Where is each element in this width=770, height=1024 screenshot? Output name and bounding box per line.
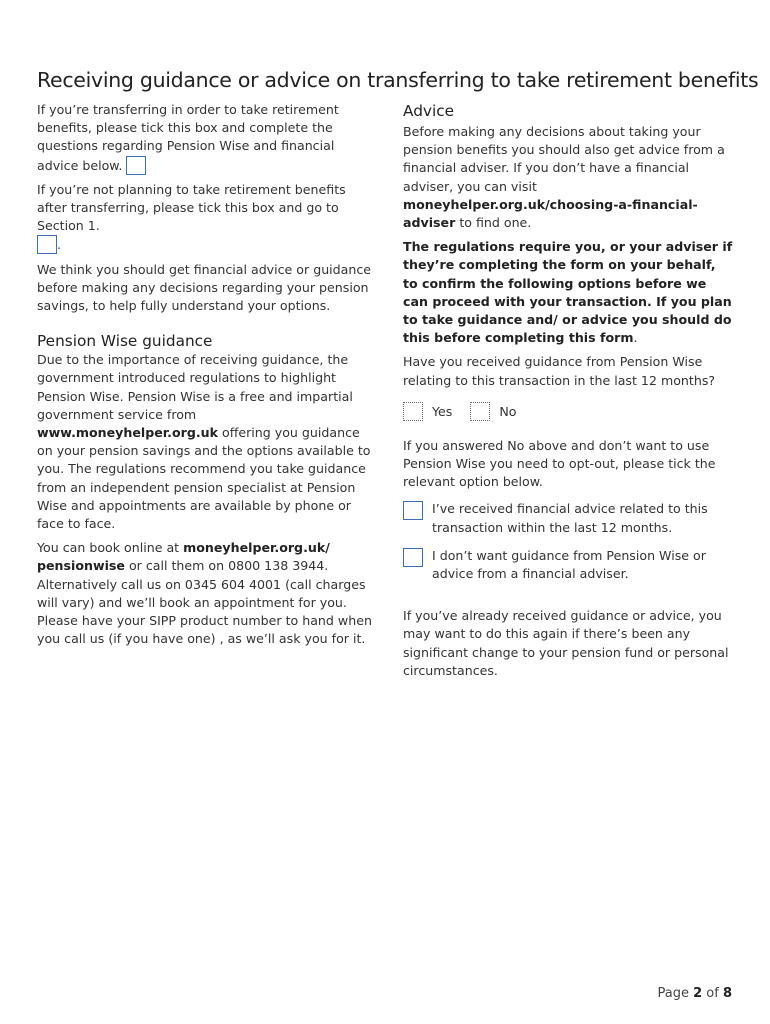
right-column [403,101,733,680]
not-retiring-paragraph [37,181,373,255]
not-retiring-dot: . [57,237,62,253]
pension-wise-heading: Pension Wise guidance [37,332,213,351]
left-column [37,101,373,648]
choosing-adviser-link[interactable]: moneyhelper.org.uk/choosing-a-financial-adviser [403,196,698,231]
option-no-guidance [403,547,733,583]
financial-advice-label: I’ve received financial advice related to this transaction within the last 12 months. [432,501,708,535]
advice-recommendation-paragraph: We think you should get financial advice or guidance before making any decisions regarding your pension savings, to help fully understand your options. [37,261,372,314]
no-guidance-checkbox[interactable] [403,548,423,567]
page-number [657,986,732,1001]
advice-text-a: Before making any decisions about taking your pension benefits you should also get advice from a financial adviser. If you don’t have a financial adviser, you can visit [403,124,725,194]
taking-benefits-checkbox[interactable] [126,156,146,175]
page-current: 2 [693,986,703,1001]
regulations-text: The regulations require you, or your adviser if they’re completing the form on your behalf, to confirm the following options before we can proceed with your transaction. If you plan to take guidance and/ or advice you should do this before completing this form [403,239,733,346]
booking-text-a: You can book online at [37,540,180,556]
retirement-text: If you’re transferring in order to take retirement benefits, please tick this box and complete the questions regarding Pension Wise and financial advice below. [37,102,339,173]
booking-text-b: or call them on 0800 138 3944. Alternatively call us on 0345 604 4001 (call charges will vary) and we’ll book an appointment for you. Please have your SIPP product number to hand when you call us (if you have one) , as we’ll ask you for it. [37,558,372,647]
pension-wise-paragraph [37,351,373,533]
no-checkbox[interactable] [470,402,490,421]
closing-paragraph: If you’ve already received guidance or advice, you may want to do this again if there’s been any significant change to your pension fund or personal circumstances. [403,608,729,678]
not-retiring-text: If you’re not planning to take retirement benefits after transferring, please tick this box and go to Section 1. [37,181,346,234]
option-financial-advice [403,500,733,536]
page-title: Receiving guidance or advice on transferring to take retirement benefits [37,68,759,92]
no-label: No [499,403,517,419]
opt-out-paragraph: If you answered No above and don’t want to use Pension Wise you need to opt-out, please tick the relevant option below. [403,437,716,490]
advice-paragraph [403,123,733,232]
retirement-paragraph [37,101,373,175]
advice-heading: Advice [403,102,455,120]
pension-wise-text-b: offering you guidance on your pension savings and the options available to you. The regulations recommend you take guidance from an independent pension specialist at Pension Wise and appointments are available by phone or face to face. [37,425,371,532]
advice-text-b: to find one. [459,215,532,231]
no-guidance-label: I don’t want guidance from Pension Wise or advice from a financial adviser. [432,547,706,582]
page-word: Page [657,986,689,1001]
guidance-question: Have you received guidance from Pension Wise relating to this transaction in the last 12 months? [403,354,716,388]
regulations-end: . [633,330,638,346]
pension-wise-text-a: Due to the importance of receiving guidance, the government introduced regulations to highlight Pension Wise. Pension Wise is a free and impartial government service from [37,352,353,422]
regulations-paragraph [403,238,733,347]
yes-checkbox[interactable] [403,402,423,421]
yes-label: Yes [432,403,453,419]
pensionwise-link[interactable]: moneyhelper.org.uk/ pensionwise [37,540,330,574]
page-of: of [706,986,719,1001]
page-total: 8 [722,986,732,1001]
financial-advice-checkbox[interactable] [403,501,423,520]
booking-paragraph [37,539,373,648]
moneyhelper-link[interactable]: www.moneyhelper.org.uk [37,425,218,441]
yes-no-group [403,401,733,423]
not-taking-benefits-checkbox[interactable] [37,235,57,254]
